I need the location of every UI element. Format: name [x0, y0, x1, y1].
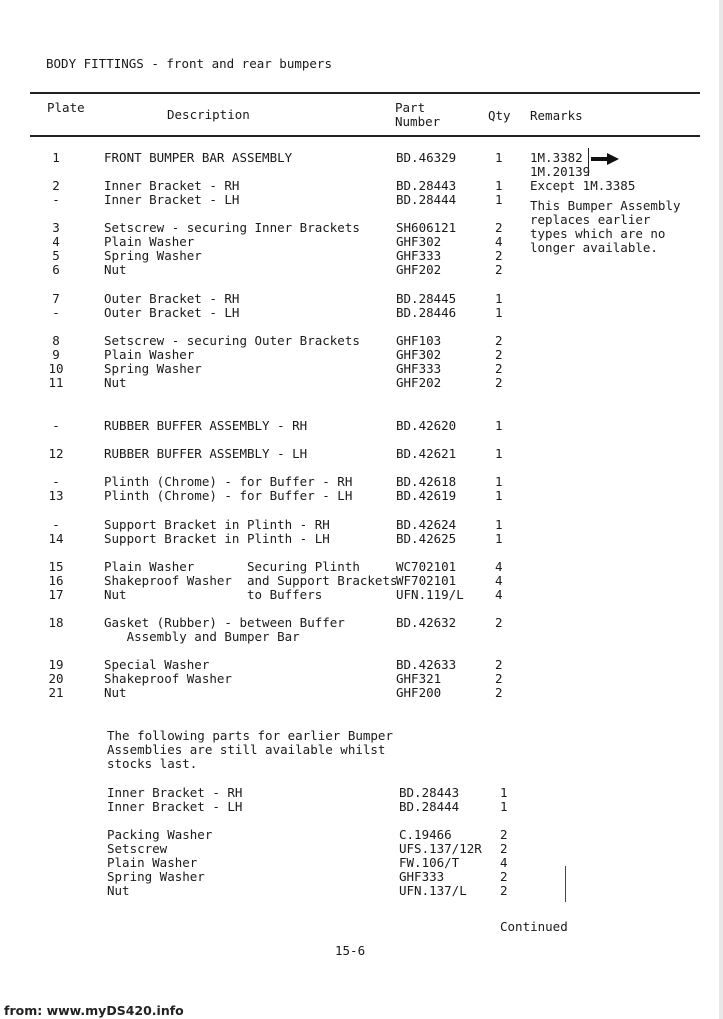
row-qty: 2 — [495, 347, 503, 362]
row-qty: 4 — [495, 587, 503, 602]
earlier-row-description: Plain Washer — [107, 855, 198, 870]
row-qty: 2 — [495, 248, 503, 263]
row-description: Support Bracket in Plinth - LH — [104, 531, 330, 546]
row-plate: 4 — [52, 234, 60, 249]
note-line-1: The following parts for earlier Bumper — [107, 728, 393, 743]
row-plate: 13 — [48, 488, 64, 503]
continued-label: Continued — [500, 919, 568, 934]
row-plate: 20 — [48, 671, 64, 686]
row-description: RUBBER BUFFER ASSEMBLY - RH — [104, 418, 308, 433]
row-part-number: GHF200 — [396, 685, 442, 700]
row-description: Inner Bracket - LH — [104, 192, 240, 207]
row-part-number: GHF302 — [396, 234, 442, 249]
page-edge — [719, 0, 723, 1019]
row-description: Plinth (Chrome) - for Buffer - LH — [104, 488, 353, 503]
earlier-row-description: Setscrew — [107, 841, 168, 856]
row-part-number: GHF103 — [396, 333, 442, 348]
row-plate: 2 — [52, 178, 60, 193]
row-part-number: BD.42625 — [396, 531, 457, 546]
row-plate: 8 — [52, 333, 60, 348]
header-part-line2: Number — [395, 114, 441, 129]
row-plate: 14 — [48, 531, 64, 546]
row-description: RUBBER BUFFER ASSEMBLY - LH — [104, 446, 308, 461]
earlier-row-part-number: FW.106/T — [399, 855, 460, 870]
row-part-number: BD.28446 — [396, 305, 457, 320]
row-part-number: GHF302 — [396, 347, 442, 362]
row-qty: 1 — [495, 192, 503, 207]
header-description: Description — [167, 107, 250, 122]
earlier-row-qty: 2 — [500, 883, 508, 898]
header-part-line1: Part — [395, 100, 426, 115]
row-plate: - — [52, 474, 60, 489]
row-description: Plinth (Chrome) - for Buffer - RH — [104, 474, 353, 489]
row-part-number: BD.42632 — [396, 615, 457, 630]
row-plate: 19 — [48, 657, 64, 672]
earlier-row-qty: 4 — [500, 855, 508, 870]
row-qty: 2 — [495, 671, 503, 686]
row-qty: 1 — [495, 305, 503, 320]
earlier-row-description: Spring Washer — [107, 869, 205, 884]
header-top-rule — [30, 92, 700, 94]
earlier-row-qty: 1 — [500, 799, 508, 814]
row-plate: 17 — [48, 587, 64, 602]
row-description: Nut to Buffers — [104, 587, 323, 602]
remarks-serial-1: 1M.3382 — [530, 150, 583, 165]
row-description: Support Bracket in Plinth - RH — [104, 517, 330, 532]
row-plate: 12 — [48, 446, 64, 461]
row-description: Nut — [104, 375, 127, 390]
row-description: Setscrew - securing Inner Brackets — [104, 220, 360, 235]
row-plate: 3 — [52, 220, 60, 235]
row-part-number: GHF333 — [396, 248, 442, 263]
row-qty: 2 — [495, 657, 503, 672]
row-part-number: WC702101 — [396, 559, 457, 574]
row-part-number: BD.42620 — [396, 418, 457, 433]
earlier-row-description: Inner Bracket - RH — [107, 785, 243, 800]
earlier-row-qty: 2 — [500, 827, 508, 842]
row-description: Nut — [104, 262, 127, 277]
row-part-number: BD.42619 — [396, 488, 457, 503]
row-qty: 1 — [495, 446, 503, 461]
row-description: Special Washer — [104, 657, 210, 672]
header-bottom-rule — [30, 135, 700, 137]
row-plate: 9 — [52, 347, 60, 362]
row-plate: 15 — [48, 559, 64, 574]
earlier-row-part-number: GHF333 — [399, 869, 445, 884]
row-plate: - — [52, 192, 60, 207]
row-description: Plain Washer — [104, 347, 195, 362]
row-plate: 11 — [48, 375, 64, 390]
row-description: Nut — [104, 685, 127, 700]
note-line-3: stocks last. — [107, 756, 198, 771]
row-plate: 6 — [52, 262, 60, 277]
row-description: Plain Washer — [104, 234, 195, 249]
note-line-2: Assemblies are still available whilst — [107, 742, 386, 757]
row-plate: 7 — [52, 291, 60, 306]
row-plate: 21 — [48, 685, 64, 700]
row-qty: 1 — [495, 150, 503, 165]
row-part-number: BD.42621 — [396, 446, 457, 461]
remarks-except: Except 1M.3385 — [530, 178, 636, 193]
earlier-row-description: Inner Bracket - LH — [107, 799, 243, 814]
row-description: Gasket (Rubber) - between Buffer — [104, 615, 345, 630]
row-part-number: BD.28444 — [396, 192, 457, 207]
row-qty: 2 — [495, 361, 503, 376]
row-plate: - — [52, 305, 60, 320]
row-description: Plain Washer Securing Plinth — [104, 559, 360, 574]
row-qty: 4 — [495, 234, 503, 249]
earlier-row-part-number: UFS.137/12R — [399, 841, 482, 856]
row-description: Shakeproof Washer — [104, 671, 232, 686]
row-plate: 16 — [48, 573, 64, 588]
earlier-row-qty: 2 — [500, 869, 508, 884]
row-part-number: GHF202 — [396, 375, 442, 390]
row-part-number: GHF321 — [396, 671, 442, 686]
row-part-number: BD.42633 — [396, 657, 457, 672]
earlier-row-qty: 1 — [500, 785, 508, 800]
row-part-number: BD.28445 — [396, 291, 457, 306]
source-footer: from: www.myDS420.info — [4, 1003, 184, 1018]
earlier-row-part-number: UFN.137/L — [399, 883, 467, 898]
earlier-row-part-number: BD.28444 — [399, 799, 460, 814]
row-qty: 4 — [495, 573, 503, 588]
header-remarks: Remarks — [530, 108, 583, 123]
header-qty: Qty — [488, 108, 511, 123]
row-part-number: BD.42618 — [396, 474, 457, 489]
row-plate: - — [52, 517, 60, 532]
earlier-row-description: Packing Washer — [107, 827, 213, 842]
row-qty: 1 — [495, 517, 503, 532]
earlier-row-description: Nut — [107, 883, 130, 898]
row-part-number: BD.42624 — [396, 517, 457, 532]
remarks-note-line-1: This Bumper Assembly — [530, 198, 681, 213]
remarks-serial-2: 1M.20139 — [530, 164, 591, 179]
row-plate: 5 — [52, 248, 60, 263]
remarks-note-line-2: replaces earlier — [530, 212, 651, 227]
row-part-number: UFN.119/L — [396, 587, 464, 602]
arrow-right-icon — [589, 150, 621, 168]
row-qty: 2 — [495, 375, 503, 390]
earlier-row-part-number: C.19466 — [399, 827, 452, 842]
row-qty: 1 — [495, 178, 503, 193]
row-plate: 10 — [48, 361, 64, 376]
row-description: Setscrew - securing Outer Brackets — [104, 333, 360, 348]
remarks-note-line-3: types which are no — [530, 226, 666, 241]
page-number: 15-6 — [335, 943, 366, 958]
row-part-number: GHF202 — [396, 262, 442, 277]
row-description: Outer Bracket - LH — [104, 305, 240, 320]
earlier-row-qty: 2 — [500, 841, 508, 856]
row-plate: 18 — [48, 615, 64, 630]
row-plate: 1 — [52, 150, 60, 165]
header-plate: Plate — [47, 100, 85, 115]
row-qty: 1 — [495, 531, 503, 546]
row-qty: 1 — [495, 474, 503, 489]
earlier-row-part-number: BD.28443 — [399, 785, 460, 800]
row-description: Inner Bracket - RH — [104, 178, 240, 193]
row-qty: 2 — [495, 685, 503, 700]
row-part-number: WF702101 — [396, 573, 457, 588]
row-description: Shakeproof Washer and Support Brackets — [104, 573, 398, 588]
row-part-number: BD.28443 — [396, 178, 457, 193]
row-description: Spring Washer — [104, 361, 202, 376]
row-qty: 1 — [495, 291, 503, 306]
row-qty: 4 — [495, 559, 503, 574]
row-part-number: BD.46329 — [396, 150, 457, 165]
row-qty: 1 — [495, 418, 503, 433]
margin-mark — [565, 866, 566, 902]
row-qty: 2 — [495, 262, 503, 277]
row-description: Assembly and Bumper Bar — [104, 629, 300, 644]
row-qty: 2 — [495, 220, 503, 235]
row-description: Outer Bracket - RH — [104, 291, 240, 306]
remarks-note-line-4: longer available. — [530, 240, 658, 255]
row-part-number: GHF333 — [396, 361, 442, 376]
row-qty: 2 — [495, 615, 503, 630]
row-plate: - — [52, 418, 60, 433]
row-description: Spring Washer — [104, 248, 202, 263]
row-qty: 2 — [495, 333, 503, 348]
row-qty: 1 — [495, 488, 503, 503]
row-description: FRONT BUMPER BAR ASSEMBLY — [104, 150, 293, 165]
row-part-number: SH606121 — [396, 220, 457, 235]
page-title: BODY FITTINGS - front and rear bumpers — [46, 56, 332, 71]
